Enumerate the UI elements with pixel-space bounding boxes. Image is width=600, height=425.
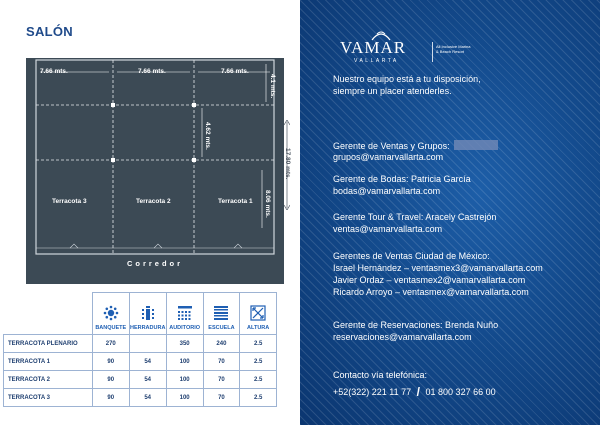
col-herradura (129, 293, 166, 335)
cell: 100 (166, 353, 203, 371)
header-blank (4, 293, 93, 335)
col-label: ALTURA (247, 325, 270, 331)
cell: 70 (203, 389, 240, 407)
cell: 90 (92, 389, 129, 407)
col-label: BANQUETE (95, 325, 127, 331)
col-escuela (203, 293, 240, 335)
cdmx-contact-3[interactable]: Ricardo Arroyo – ventasmex@vamarvallarta.com (333, 287, 529, 297)
col-label: HERRADURA (129, 325, 166, 331)
phone-line (333, 385, 496, 399)
cell: 2.5 (240, 371, 277, 389)
col-label: ESCUELA (208, 325, 235, 331)
corridor-label: Corredor (126, 259, 184, 268)
auditorium-icon (177, 305, 193, 321)
sales-email[interactable]: grupos@vamarvallarta.com (333, 152, 444, 162)
column (192, 103, 196, 107)
cell: 70 (203, 353, 240, 371)
cell: 350 (166, 335, 203, 353)
col-banquete (92, 293, 129, 335)
col-auditorio (166, 293, 203, 335)
dim-width-3: 7.66 mts. (221, 68, 249, 75)
cdmx-title: Gerentes de Ventas Ciudad de México: (333, 251, 490, 261)
dim-top: 4.1 mts. (269, 74, 276, 99)
tour-email[interactable]: ventas@vamarvallarta.com (333, 224, 443, 234)
phone-separator: / (416, 385, 421, 399)
dim-outer: 17.80 mts. (284, 148, 291, 180)
cell: 2.5 (240, 335, 277, 353)
cell: 54 (129, 353, 166, 371)
phone-number-2[interactable]: 01 800 327 66 00 (425, 387, 496, 397)
table-row (4, 335, 277, 353)
reservations-email[interactable]: reservaciones@vamarvallarta.com (333, 332, 472, 342)
room-outline (36, 60, 274, 254)
tour-manager: Gerente Tour & Travel: Aracely Castrejón (333, 212, 497, 222)
row-label: TERRACOTA 1 (4, 353, 93, 371)
cell: 70 (203, 371, 240, 389)
table-row (4, 389, 277, 407)
cell: 54 (129, 389, 166, 407)
door-marks (70, 244, 242, 248)
reservations-manager: Gerente de Reservaciones: Brenda Nuño (333, 320, 499, 330)
intro-line-1: Nuestro equipo está a tu disposición, (333, 74, 481, 84)
column (111, 103, 115, 107)
floor-plan (26, 58, 284, 284)
row-label: TERRACOTA 3 (4, 389, 93, 407)
dim-mid: 4.62 mts. (204, 122, 211, 150)
floor-plan-drawing (26, 58, 284, 284)
logo-divider (432, 42, 433, 62)
logo-tagline (436, 44, 476, 54)
dim-width-2: 7.66 mts. (138, 68, 166, 75)
page-title: SALÓN (26, 24, 73, 39)
intro-line-2: siempre un placer atenderles. (333, 86, 452, 96)
weddings-email[interactable]: bodas@vamarvallarta.com (333, 186, 441, 196)
col-label: AUDITORIO (169, 325, 200, 331)
dim-width-1: 7.66 mts. (40, 68, 68, 75)
row-label: TERRACOTA 2 (4, 371, 93, 389)
cell: 100 (166, 389, 203, 407)
cell: 90 (92, 353, 129, 371)
cdmx-contact-1[interactable]: Israel Hernández – ventasmex3@vamarvallarta.com (333, 263, 543, 273)
logo-subtitle: VALLARTA (354, 58, 399, 64)
logo-tagline-line: & Beach Resort (436, 49, 465, 54)
redacted-name (454, 140, 498, 150)
cell: 90 (92, 371, 129, 389)
logo-wordmark: VAMAR (340, 38, 407, 57)
row-label: TERRACOTA PLENARIO (4, 335, 93, 353)
room-label-terracota-3: Terracota 3 (52, 198, 87, 205)
table-header-row (4, 293, 277, 335)
weddings-manager: Gerente de Bodas: Patricia García (333, 174, 471, 184)
sales-manager (333, 140, 498, 153)
sales-manager-title: Gerente de Ventas y Grupos: (333, 141, 450, 151)
cell: 270 (92, 335, 129, 353)
table-row (4, 371, 277, 389)
column (111, 158, 115, 162)
cell: 54 (129, 371, 166, 389)
cell: 100 (166, 371, 203, 389)
contact-panel (300, 0, 600, 425)
cell: 2.5 (240, 389, 277, 407)
contact-title: Contacto vía telefónica: (333, 370, 428, 380)
room-label-terracota-2: Terracota 2 (136, 198, 171, 205)
cdmx-contact-2[interactable]: Javier Ordaz – ventasmex2@vamarvallarta.com (333, 275, 526, 285)
phone-number-1[interactable]: +52(322) 221 11 77 (333, 387, 412, 397)
cell: 2.5 (240, 353, 277, 371)
room-label-terracota-1: Terracota 1 (218, 198, 253, 205)
cell: 240 (203, 335, 240, 353)
banquet-icon (103, 305, 119, 321)
brand-logo (340, 28, 471, 72)
logo-tagline-line: All Inclusive Marina (436, 44, 471, 49)
classroom-icon (213, 305, 229, 321)
horseshoe-icon (140, 305, 156, 321)
table-row (4, 353, 277, 371)
col-altura (240, 293, 277, 335)
dim-right: 8.06 mts. (264, 190, 271, 218)
cell (129, 335, 166, 353)
height-icon (250, 305, 266, 321)
column (192, 158, 196, 162)
capacity-table (3, 292, 277, 407)
